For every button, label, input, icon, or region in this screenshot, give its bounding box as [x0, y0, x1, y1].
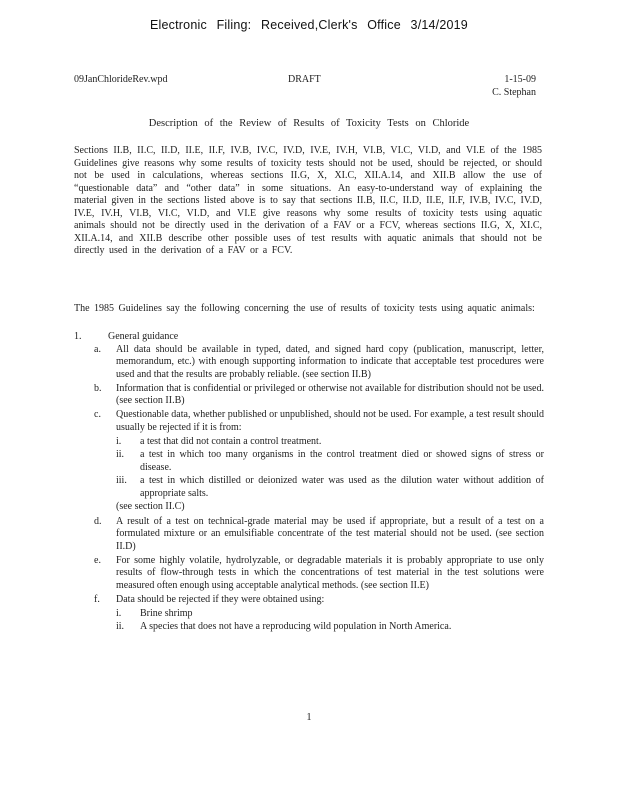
- list-marker: ii.: [116, 621, 125, 632]
- list-item-b: [74, 383, 544, 408]
- list-marker: a.: [94, 343, 101, 355]
- draft-label: DRAFT: [288, 74, 321, 85]
- list-item-c-i: [74, 436, 544, 449]
- list-text: A result of a test on technical-grade material may be used if appropriate, but a result of a test on a formulated mixture or an emulsifiable concentrate of the test material should not be used. (see section II.D): [116, 515, 544, 552]
- list-number: 1.: [74, 331, 82, 342]
- list-item-c: [74, 409, 544, 434]
- paragraph-sections: Sections II.B, II.C, II.D, II.E, II.F, IV.B, IV.C, IV.D, IV.E, IV.H, VI.B, VI.C, VI.D, and VI.E of the 1985 Guidelines give reasons why some results of toxicity tests should not be used, should be rejected, or should not be used in calculations, whereas sections II.G, X, XI.C, XII.A.14, and XII.B allow the use of “questionable data” and “other data” in some situations. An easy-to-understand way of explaining the material given in the sections listed above is to say that sections II.B, II.C, II.D, II.E, II.F, IV.B, IV.C, IV.D, IV.E, IV.H, VI.B, VI.C, VI.D, and VI.E give reasons why some results of toxicity tests using aquatic animals should not be directly used in the derivation of a FAV or a FCV, whereas sections II.G, X, XI.C, XII.A.14, and XII.B describe other possible uses of test results with aquatic animals that should not be directly used in the derivation of a FAV or a FCV.: [74, 145, 542, 256]
- list-text: Data should be rejected if they were obtained using:: [116, 593, 325, 605]
- date-author-block: [492, 74, 536, 99]
- list-text: a test in which distilled or deionized water was used as the dilution water without addition of appropriate salts.: [140, 475, 544, 499]
- list-text: a test in which too many organisms in the control treatment died or showed signs of stress or disease.: [140, 449, 544, 473]
- list-text: a test that did not contain a control treatment.: [140, 435, 322, 447]
- paragraph-intro: The 1985 Guidelines say the following concerning the use of results of toxicity tests using aquatic animals:: [74, 303, 535, 314]
- section-reference: (see section II.C): [116, 501, 185, 512]
- list-item-e: [74, 555, 544, 593]
- list-text: All data should be available in typed, dated, and signed hard copy (publication, manuscript, letter, memorandum, etc.) with enough supporting information to indicate that acceptable test procedures were used and that the results are probably reliable. (see section II.B): [116, 343, 544, 380]
- list-text: For some highly volatile, hydrolyzable, or degradable materials it is probably appropriate to use only results of flow-through tests in which the concentrations of test material in the test solutions were measured often enough using acceptable analytical methods. (see section II.E): [116, 554, 544, 591]
- list-item-general-guidance: [74, 331, 544, 344]
- list-marker: e.: [94, 554, 101, 566]
- list-text: Information that is confidential or privileged or otherwise not available for distribution should not be used. (see section II.B): [116, 382, 544, 406]
- list-text: A species that does not have a reproducing wild population in North America.: [140, 621, 452, 632]
- page-number: 1: [306, 712, 312, 723]
- list-label: General guidance: [108, 331, 179, 342]
- list-text: Questionable data, whether published or unpublished, should not be used. For example, a test result should usually be rejected if it is from:: [116, 409, 544, 433]
- document-title: Description of the Review of Results of Toxicity Tests on Chloride: [148, 118, 470, 129]
- list-marker: b.: [94, 382, 102, 394]
- list-item-c-iii: [74, 475, 544, 500]
- list-marker: i.: [116, 435, 122, 447]
- list-item-f: [74, 594, 544, 607]
- list-item-f-ii: [74, 621, 544, 634]
- file-name: 09JanChlorideRev.wpd: [74, 74, 168, 85]
- list-item-c-ii: [74, 449, 544, 474]
- list-marker: d.: [94, 515, 102, 527]
- list-marker: iii.: [116, 475, 127, 486]
- list-item-d: [74, 516, 544, 554]
- list-marker: f.: [94, 593, 100, 605]
- list-text: Brine shrimp: [140, 607, 193, 619]
- list-item-f-i: [74, 608, 544, 621]
- list-marker: i.: [116, 607, 122, 619]
- guidance-list: [74, 331, 544, 635]
- document-date: 1-15-09: [504, 74, 536, 85]
- list-marker: c.: [94, 409, 101, 420]
- list-item-a: [74, 344, 544, 382]
- author-name: C. Stephan: [492, 86, 536, 98]
- list-marker: ii.: [116, 449, 125, 460]
- filing-stamp: Electronic Filing: Received,Clerk's Office 3/14/2019: [150, 18, 468, 32]
